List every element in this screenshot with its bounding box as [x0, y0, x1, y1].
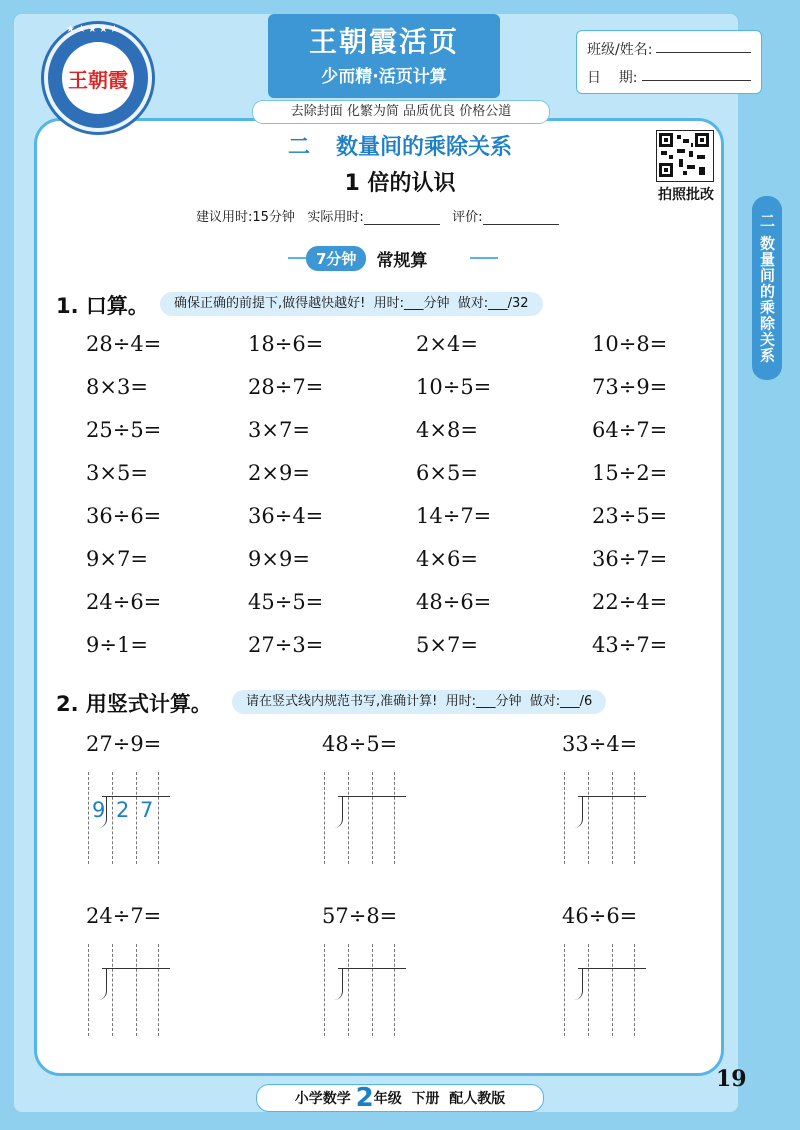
oral-calc-problem: 14÷7=: [416, 504, 492, 528]
guide-line: [158, 772, 159, 864]
guide-line: [88, 944, 89, 1036]
guide-line: [634, 772, 635, 864]
division-bracket: [98, 968, 107, 1000]
name-box: [576, 30, 762, 94]
vertical-calc-problem: 24÷7=: [86, 904, 162, 928]
oral-calc-problem: 8×3=: [86, 375, 148, 399]
division-bar: [578, 796, 646, 797]
footer-grade: 年级 下册 配人教版: [373, 1091, 506, 1107]
oral-calc-problem: 28÷4=: [86, 332, 162, 356]
vertical-calc-box[interactable]: [88, 772, 160, 864]
oral-calc-problem: 6×5=: [416, 461, 478, 485]
oral-calc-problem: 36÷4=: [248, 504, 324, 528]
chapter-name: 数量间的乘除关系: [336, 135, 513, 160]
qr-pattern: [657, 131, 711, 179]
q1-note: 确保正确的前提下,做得越快越好! 用时:___分钟 做对:___/32: [160, 292, 543, 316]
guide-line: [564, 772, 565, 864]
vertical-calc-problem: 33÷4=: [562, 732, 638, 756]
guide-line: [394, 944, 395, 1036]
class-name-field[interactable]: [656, 52, 751, 53]
vertical-calc-problem: 57÷8=: [322, 904, 398, 928]
vertical-calc-problem: 46÷6=: [562, 904, 638, 928]
division-bracket: [574, 968, 583, 1000]
vertical-calc-box[interactable]: [324, 944, 396, 1036]
vertical-calc-problem: 27÷9=: [86, 732, 162, 756]
brand-subtitle: 少而精·活页计算: [321, 67, 447, 87]
brand-title: 王朝霞活页: [308, 25, 459, 58]
vertical-calc-problem: 48÷5=: [322, 732, 398, 756]
guide-line: [88, 772, 89, 864]
section-title: 1 倍的认识: [344, 171, 456, 196]
vertical-calc-box[interactable]: [564, 772, 636, 864]
guide-line: [136, 944, 137, 1036]
vertical-calc-box[interactable]: [564, 944, 636, 1036]
oral-calc-problem: 9×9=: [248, 547, 310, 571]
guide-line: [158, 944, 159, 1036]
footer-grade-number: 2: [355, 1083, 374, 1113]
division-bar: [578, 968, 646, 969]
oral-calc-problem: 9÷1=: [86, 633, 148, 657]
timing-row: [196, 206, 559, 225]
guide-line: [348, 944, 349, 1036]
page-number: 19: [716, 1066, 747, 1092]
oral-calc-problem: 2×9=: [248, 461, 310, 485]
section-pill: [306, 244, 431, 272]
footer-badge: [256, 1084, 544, 1112]
example-digit: 9: [92, 798, 106, 822]
oral-calc-problem: 4×8=: [416, 418, 478, 442]
division-bracket: [334, 796, 343, 828]
guide-line: [324, 772, 325, 864]
side-tab: 二 数量间的乘除关系: [752, 196, 782, 380]
pill-time: 7分钟: [306, 246, 366, 271]
oral-calc-problem: 27÷3=: [248, 633, 324, 657]
date-label: 日 期:: [587, 70, 638, 86]
guide-line: [564, 944, 565, 1036]
guide-line: [612, 944, 613, 1036]
guide-line: [588, 944, 589, 1036]
guide-line: [612, 772, 613, 864]
guide-line: [112, 944, 113, 1036]
oral-calc-problem: 3×7=: [248, 418, 310, 442]
oral-calc-problem: 22÷4=: [592, 590, 668, 614]
class-name-label: 班级/姓名:: [587, 42, 653, 58]
oral-calc-problem: 64÷7=: [592, 418, 668, 442]
guide-line: [372, 944, 373, 1036]
footer-subject: 小学数学: [294, 1091, 351, 1107]
example-digit: 7: [140, 798, 154, 822]
oral-calc-problem: 5×7=: [416, 633, 478, 657]
q2-note: 请在竖式线内规范书写,准确计算! 用时:___分钟 做对:___/6: [232, 690, 606, 714]
actual-time-field[interactable]: [364, 212, 440, 225]
oral-calc-problem: 10÷8=: [592, 332, 668, 356]
pill-divider-right: [470, 257, 498, 259]
qr-code-icon[interactable]: [656, 130, 714, 182]
vertical-calc-box[interactable]: [88, 944, 160, 1036]
q2-title: 2. 用竖式计算。: [56, 692, 212, 716]
date-field[interactable]: [642, 80, 751, 81]
oral-calc-problem: 36÷6=: [86, 504, 162, 528]
actual-time-label: 实际用时:: [307, 210, 364, 225]
logo-text: 王朝霞: [62, 42, 134, 114]
division-bar: [338, 796, 406, 797]
oral-calc-problem: 3×5=: [86, 461, 148, 485]
rating-field[interactable]: [483, 212, 559, 225]
oral-calc-problem: 73÷9=: [592, 375, 668, 399]
division-bracket: [334, 968, 343, 1000]
suggested-time: 建议用时:15分钟: [196, 210, 295, 225]
stars-decoration: ★★★★★: [66, 24, 121, 35]
guide-line: [112, 772, 113, 864]
guide-line: [394, 772, 395, 864]
oral-calc-problem: 36÷7=: [592, 547, 668, 571]
qr-label: 拍照批改: [658, 187, 714, 203]
guide-line: [634, 944, 635, 1036]
oral-calc-problem: 15÷2=: [592, 461, 668, 485]
oral-calc-problem: 4×6=: [416, 547, 478, 571]
vertical-calc-box[interactable]: [324, 772, 396, 864]
guide-line: [372, 772, 373, 864]
oral-calc-problem: 2×4=: [416, 332, 478, 356]
oral-calc-problem: 28÷7=: [248, 375, 324, 399]
oral-calc-problem: 10÷5=: [416, 375, 492, 399]
rating-label: 评价:: [452, 210, 483, 225]
brand-banner: [268, 14, 500, 98]
example-digit: 2: [116, 798, 130, 822]
guide-line: [136, 772, 137, 864]
guide-line: [348, 772, 349, 864]
oral-calc-problem: 9×7=: [86, 547, 148, 571]
division-bar: [102, 968, 170, 969]
oral-calc-problem: 25÷5=: [86, 418, 162, 442]
oral-calc-problem: 48÷6=: [416, 590, 492, 614]
division-bar: [102, 796, 170, 797]
division-bar: [338, 968, 406, 969]
slogan: 去除封面 化繁为简 品质优良 价格公道: [252, 100, 550, 124]
guide-line: [324, 944, 325, 1036]
division-bracket: [574, 796, 583, 828]
oral-calc-problem: 18÷6=: [248, 332, 324, 356]
oral-calc-problem: 24÷6=: [86, 590, 162, 614]
chapter-number: 二: [287, 135, 310, 160]
pill-label: 常规算: [372, 246, 431, 271]
q1-title: 1. 口算。: [56, 294, 149, 318]
oral-calc-problem: 23÷5=: [592, 504, 668, 528]
brand-logo: [44, 24, 152, 132]
oral-calc-problem: 43÷7=: [592, 633, 668, 657]
guide-line: [588, 772, 589, 864]
oral-calc-problem: 45÷5=: [248, 590, 324, 614]
